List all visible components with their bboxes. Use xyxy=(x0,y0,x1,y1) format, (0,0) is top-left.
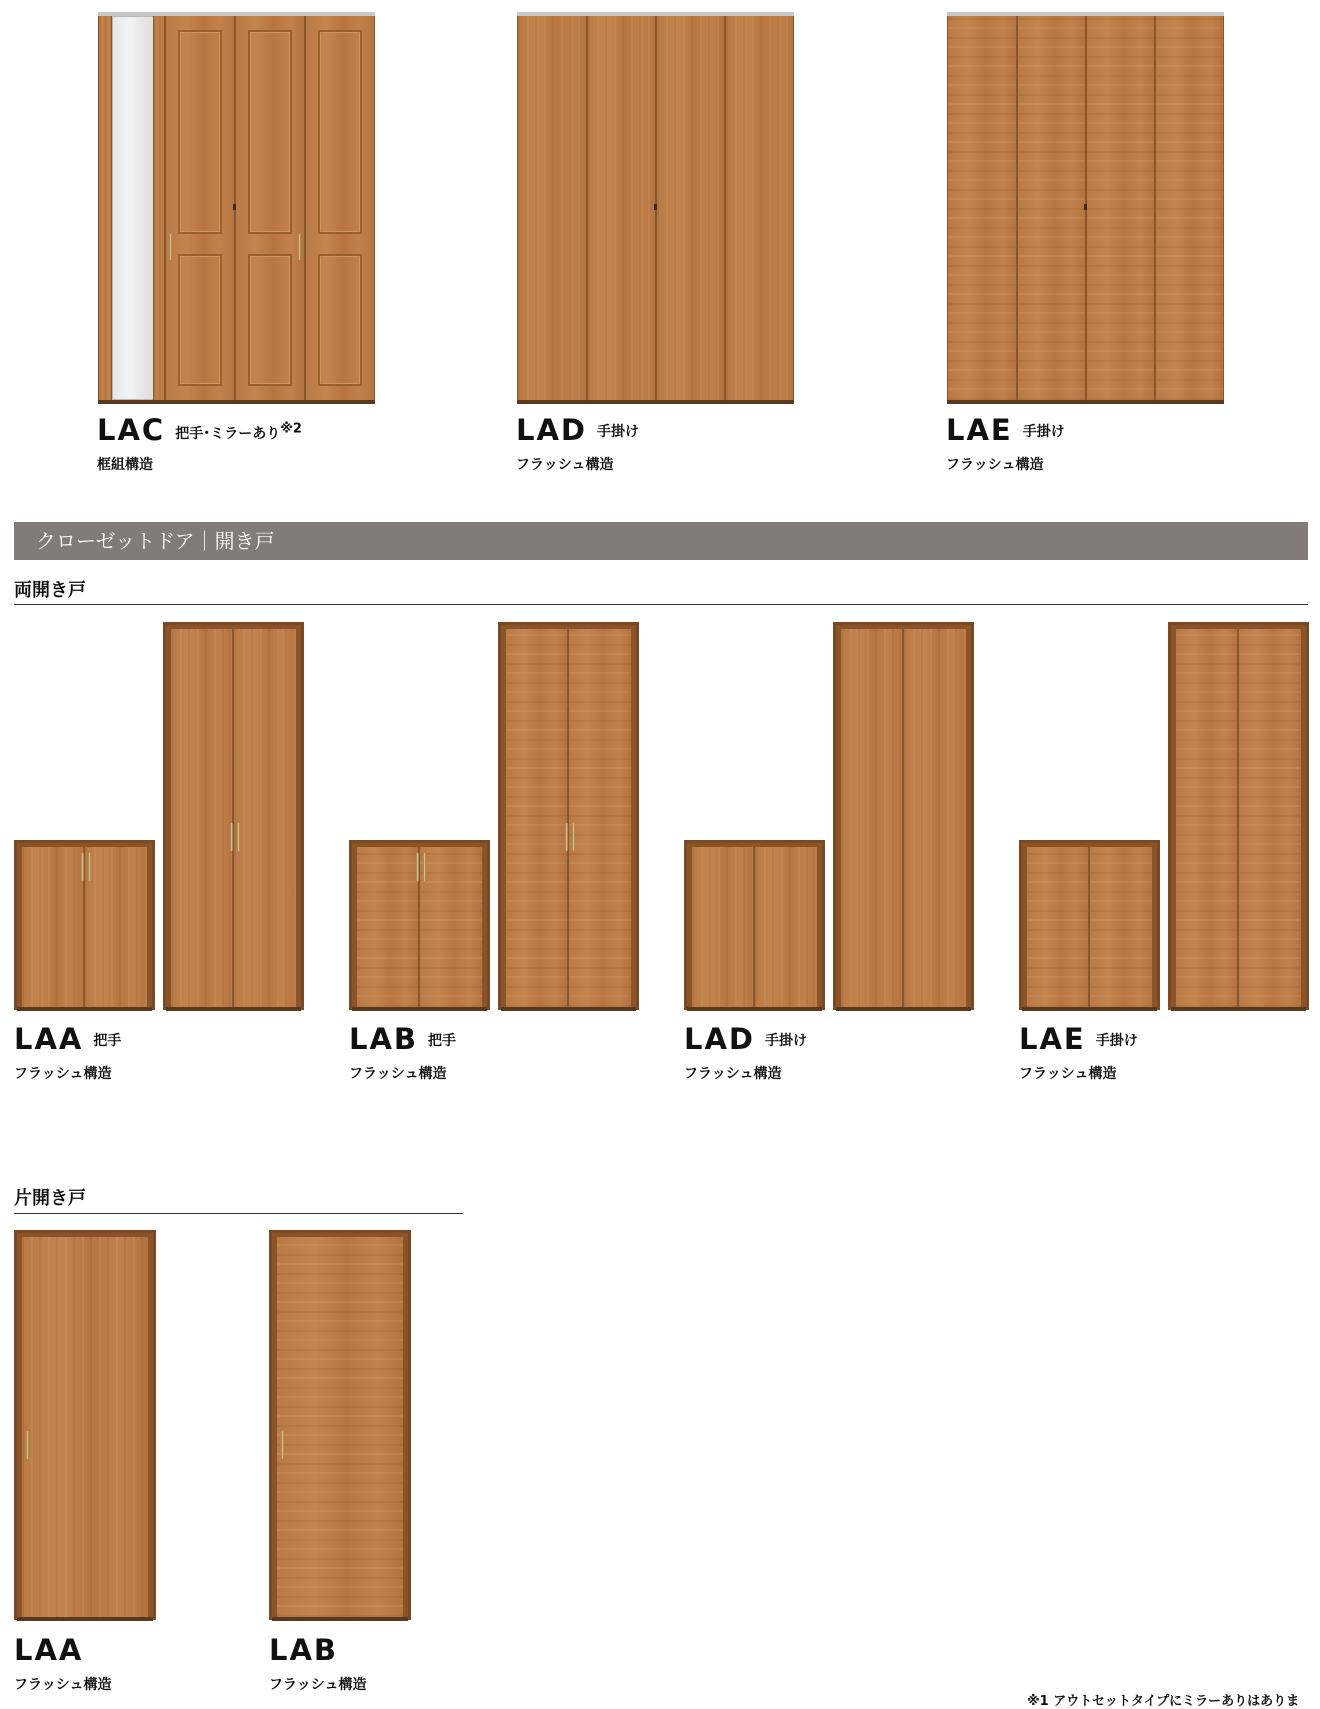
divider xyxy=(14,604,1308,605)
product-code: LAE 手掛け xyxy=(946,413,1065,447)
door-handle xyxy=(237,823,240,851)
structure-label: フラッシュ構造 xyxy=(684,1066,782,1082)
subheading-single: 片開き戸 xyxy=(14,1188,86,1209)
door-handle xyxy=(88,853,91,881)
door-image-laa-single xyxy=(14,1230,156,1620)
structure-label: フラッシュ構造 xyxy=(14,1677,112,1693)
door-image-lae-tall xyxy=(1168,622,1309,1010)
product-code: LAD 手掛け xyxy=(684,1022,807,1056)
door-image-lad-short xyxy=(684,840,825,1010)
door-image-lae xyxy=(947,16,1224,400)
product-code: LAB 把手 xyxy=(349,1022,457,1056)
door-handle xyxy=(81,853,84,881)
product-code: LAD 手掛け xyxy=(516,413,639,447)
door-handle xyxy=(572,823,575,851)
door-image-laa-short xyxy=(14,840,155,1010)
product-code: LAC 把手･ミラーあり$^{※2}$ xyxy=(97,413,302,447)
product-code: LAE 手掛け xyxy=(1019,1022,1138,1056)
product-code: LAB xyxy=(269,1633,339,1667)
door-image-lab-short xyxy=(349,840,490,1010)
structure-label: フラッシュ構造 xyxy=(349,1066,447,1082)
door-image-lab-single xyxy=(269,1230,411,1620)
structure-label: 框組構造 xyxy=(97,457,153,473)
door-handle xyxy=(26,1431,29,1459)
product-code: LAA 把手 xyxy=(14,1022,122,1056)
structure-label: フラッシュ構造 xyxy=(14,1066,112,1082)
structure-label: フラッシュ構造 xyxy=(1019,1066,1117,1082)
subheading-double: 両開き戸 xyxy=(14,580,86,601)
door-image-lad xyxy=(517,16,794,400)
door-image-laa-tall xyxy=(163,622,304,1010)
door-handle xyxy=(423,853,426,881)
mirror xyxy=(112,16,155,400)
structure-label: フラッシュ構造 xyxy=(269,1677,367,1693)
divider xyxy=(14,1213,463,1214)
door-image-lab-tall xyxy=(498,622,639,1010)
section-title-bar: クローゼットドア｜開き戸 xyxy=(14,522,1308,560)
door-image-lac xyxy=(98,16,375,400)
door-image-lae-short xyxy=(1019,840,1160,1010)
door-handle xyxy=(416,853,419,881)
door-handle xyxy=(565,823,568,851)
door-handle xyxy=(230,823,233,851)
structure-label: フラッシュ構造 xyxy=(516,457,614,473)
door-handle xyxy=(169,234,172,260)
door-image-lad-tall xyxy=(833,622,974,1010)
door-handle xyxy=(298,234,301,260)
door-handle xyxy=(281,1431,284,1459)
structure-label: フラッシュ構造 xyxy=(946,457,1044,473)
footnote: ※1 アウトセットタイプにミラーありはありま xyxy=(1027,1694,1300,1709)
product-code: LAA xyxy=(14,1633,84,1667)
